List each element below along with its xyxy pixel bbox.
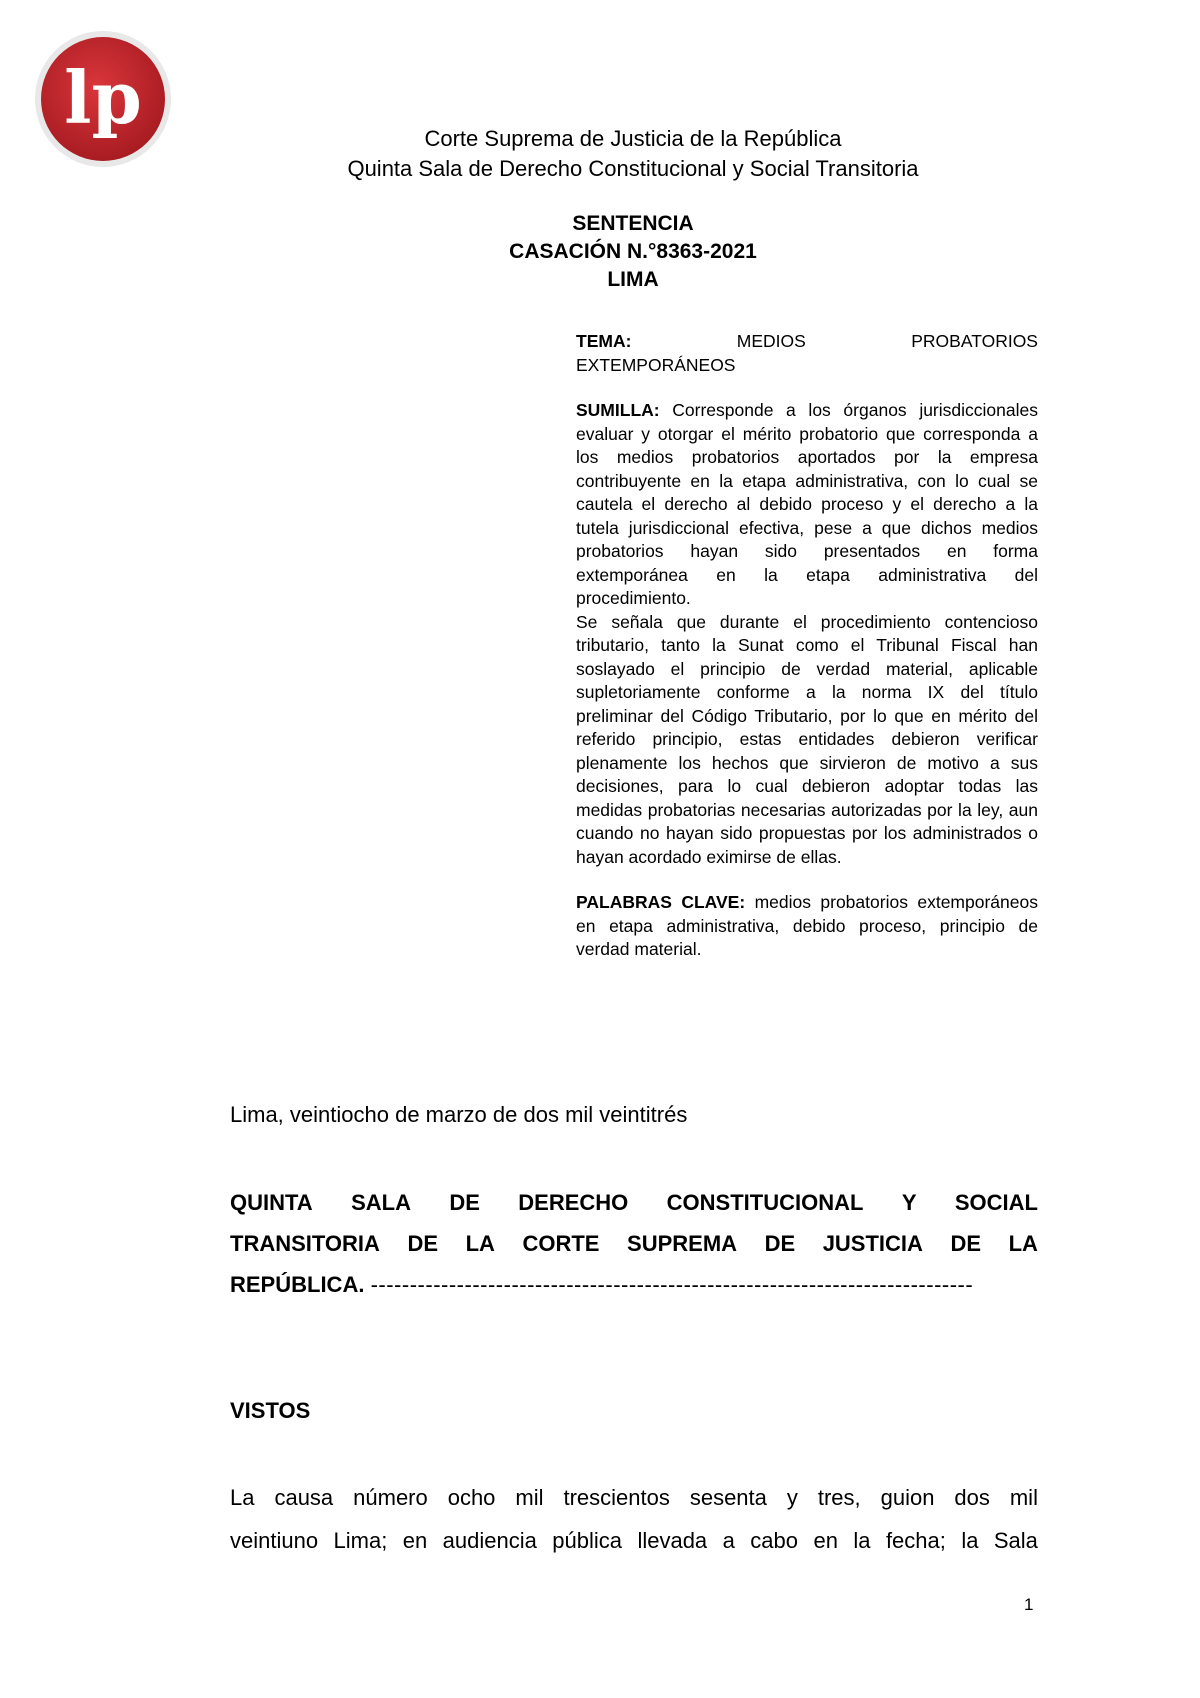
tema-word-1: MEDIOS [736,331,806,351]
word: trescientos [563,1485,670,1510]
word: SUPREMA [627,1231,738,1256]
sumilla-label: SUMILLA: [576,400,660,420]
court-dash-filler: ----------------------------------------------------------------------------- [370,1272,974,1297]
court-republica: REPÚBLICA. [230,1272,365,1297]
word: la [961,1528,979,1553]
word: Sala [993,1528,1038,1553]
title-lima: LIMA [607,268,659,291]
word: DE [449,1190,480,1215]
word: audiencia [442,1528,537,1553]
logo-text: lp [64,55,142,140]
word: tres, [817,1485,861,1510]
word: DERECHO [518,1190,629,1215]
word: Lima; [333,1528,388,1553]
word: Y [901,1190,917,1215]
title-casacion: CASACIÓN N.°8363-2021 [509,240,757,263]
word: TRANSITORIA [230,1231,380,1256]
word: mil [1009,1485,1038,1510]
word: mil [515,1485,544,1510]
word: y [786,1485,798,1510]
word: en [813,1528,838,1553]
word: la [853,1528,871,1553]
document-date: Lima, veintiocho de marzo de dos mil veintitrés [230,1102,688,1127]
document-header [0,124,1200,184]
tema-word-2: PROBATORIOS [911,331,1038,351]
word: SALA [351,1190,411,1215]
word: DE [407,1231,439,1256]
word: JUSTICIA [822,1231,923,1256]
word: sesenta [689,1485,767,1510]
word: dos [954,1485,990,1510]
summary-box [576,330,1038,962]
body-line-1 [230,1476,1038,1519]
court-heading-line-2 [230,1223,1038,1264]
word: SOCIAL [954,1190,1038,1215]
word: veintiuno [230,1528,319,1553]
document-title [0,210,1200,294]
word: número [353,1485,428,1510]
title-sentencia: SENTENCIA [572,212,694,235]
word: QUINTA [230,1190,313,1215]
palabras-clave-text: medios probatorios extemporáneos en etapa administrativa, debido proceso, principio de verdad material. [576,892,1038,959]
sumilla-section [576,399,1038,611]
word: ocho [447,1485,496,1510]
word: CONSTITUCIONAL [666,1190,864,1215]
sumilla-paragraph-1: Corresponde a los órganos jurisdiccionales evaluar y otorgar el mérito probatorio que corresponda a los medios probatorios aportados por la empresa contribuyente en la etapa administrativa, con lo cual se cautela el derecho al debido proceso y el derecho a la tutela jurisdiccional efectiva, pese a que dichos medios probatorios hayan sido presentados en forma extemporánea en la etapa administrativa del procedimiento. [576,400,1038,608]
palabras-clave-label: PALABRAS CLAVE: [576,892,746,912]
sumilla-paragraph-2: Se señala que durante el procedimiento contencioso tributario, tanto la Sunat como el Tribunal Fiscal han soslayado el principio de verdad material, aplicable supletoriamente conforme a la norma IX del título preliminar del Código Tributario, por lo que en mérito del referido principio, estas entidades debieron verificar plenamente los hechos que sirvieron de motivo a sus decisiones, para lo cual debieron adoptar todas las medidas probatorias necesarias autorizadas por la ley, aun cuando no hayan sido propuestas por los administrados o hayan acordado eximirse de ellas. [576,611,1038,867]
word: La [230,1485,255,1510]
tema-label: TEMA: [576,331,632,351]
court-name: Corte Suprema de Justicia de la República [424,126,842,151]
word: LA [1008,1231,1038,1256]
word: fecha; [885,1528,946,1553]
court-heading [230,1182,1038,1305]
page-number: 1 [1024,1595,1034,1614]
word: causa [274,1485,334,1510]
court-heading-line-3 [230,1264,1038,1305]
word: pública [552,1528,623,1553]
word: DE [764,1231,796,1256]
word: en [402,1528,428,1553]
word: LA [465,1231,495,1256]
body-paragraph [230,1476,1038,1562]
vistos-heading: VISTOS [230,1398,311,1423]
tema-section [576,330,1038,377]
word: guion [880,1485,935,1510]
word: DE [950,1231,982,1256]
word: CORTE [522,1231,600,1256]
chamber-name: Quinta Sala de Derecho Constitucional y Social Transitoria [347,156,919,181]
court-heading-line-1 [230,1182,1038,1223]
palabras-clave-section [576,891,1038,962]
tema-word-3: EXTEMPORÁNEOS [576,354,736,375]
word: llevada [637,1528,708,1553]
word: a [722,1528,735,1553]
body-line-2 [230,1519,1038,1562]
word: cabo [750,1528,799,1553]
